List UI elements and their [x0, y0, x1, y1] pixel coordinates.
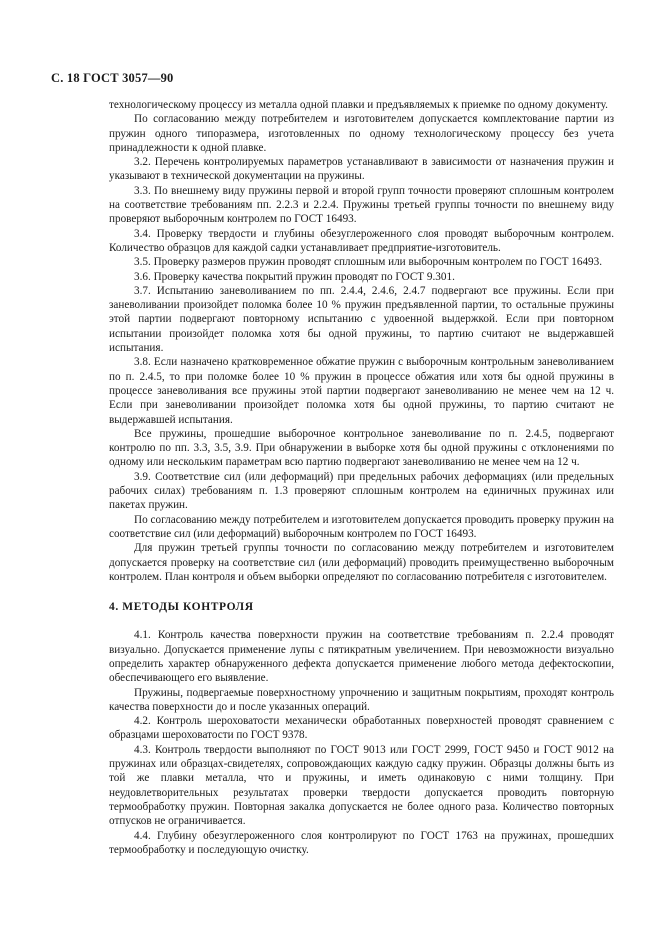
- paragraph: 4.2. Контроль шероховатости механически обработанных поверхностей проводят сравнением с образцами шероховатости по ГОСТ 9378.: [109, 715, 614, 742]
- page-header: С. 18 ГОСТ 3057—90: [51, 71, 174, 85]
- paragraph: 3.8. Если назначено кратковременное обжатие пружин с выборочным контрольным заневоливанием по п. 2.4.5, то при поломке более 10 % пружин в процессе обжатия или хотя бы одной пружины в процессе заневоливания все пружины этой партии подвергают заневоливанию не менее чем на 12 ч. Если при заневоливании произойдет поломка хотя бы одной пружины, то партию считают не выдержавшей испытания.: [109, 356, 614, 426]
- paragraph: 3.3. По внешнему виду пружины первой и второй групп точности проверяют сплошным контролем на соответствие требованиям пп. 2.2.3 и 2.2.4. Пружины третьей группы точности по внешнему виду проверяют выборочным контролем по ГОСТ 16493.: [109, 184, 614, 226]
- document-body: [109, 98, 614, 857]
- paragraph: 3.2. Перечень контролируемых параметров устанавливают в зависимости от назначения пружин и указывают в технической документации на пружины.: [109, 156, 614, 183]
- paragraph: Пружины, подвергаемые поверхностному упрочнению и защитным покрытиям, проходят контроль качества поверхности до и после указанных операций.: [109, 686, 614, 713]
- paragraph: По согласованию между потребителем и изготовителем допускается проводить проверку пружин на соответствие сил (или деформаций) выборочным контролем по ГОСТ 16493.: [109, 513, 614, 540]
- paragraph: 4.3. Контроль твердости выполняют по ГОСТ 9013 или ГОСТ 2999, ГОСТ 9450 и ГОСТ 9012 на пружинах или образцах-свидетелях, сопровождающих каждую садку пружин. Образцы должны быть из той же плавки металла, что и пружины, и иметь одинаковую с ними толщину. При неудовлетворительных результатах проверки твердости допускается проводить повторную термообработку пружин. Повторная закалка допускается не более одного раза. Количество повторных отпусков не ограничивается.: [109, 743, 614, 828]
- paragraph: 3.6. Проверку качества покрытий пружин проводят по ГОСТ 9.301.: [134, 270, 455, 283]
- section-4-text: [109, 628, 614, 857]
- paragraph: 3.4. Проверку твердости и глубины обезуглероженного слоя проводят выборочным контролем. Количество образцов для каждой садки устанавливает предприятие-изготовитель.: [109, 227, 614, 254]
- paragraph: 4.1. Контроль качества поверхности пружин на соответствие требованиям п. 2.2.4 проводят визуально. Допускается применение лупы с пятикратным увеличением. При невозможности визуально определить характер обнаруженного дефекта допускается применение любого метода дефектоскопии, обеспечивающего его выявление.: [109, 629, 614, 685]
- paragraph: 4.4. Глубину обезуглероженного слоя контролируют по ГОСТ 1763 на пружинах, прошедших термообработку и последующую очистку.: [109, 829, 614, 856]
- section-3-text: [109, 98, 614, 584]
- paragraph: Все пружины, прошедшие выборочное контрольное заневоливание по п. 2.4.5, подвергают контролю по пп. 3.3, 3.5, 3.9. При обнаружении в выборке хотя бы одной пружины с отклонениями по одному или нескольким параметрам всю партию подвергают заневоливанию не менее чем на 12 ч.: [109, 427, 614, 469]
- paragraph: 3.7. Испытанию заневоливанием по пп. 2.4.4, 2.4.6, 2.4.7 подвергают все пружины. Если при заневоливании произойдет поломка более 10 % пружин предъявленной партии, то остальные пружины этой партии подвергают повторному испытанию с удвоенной выдержкой. Если при повторном испытании произойдет поломка хотя бы одной пружины, то партию считают не выдержавшей испытания.: [109, 284, 614, 355]
- paragraph: Для пружин третьей группы точности по согласованию между потребителем и изготовителем допускается проверку на соответствие сил (или деформаций) проводить преимущественно выборочным контролем. План контроля и объем выборки определяют по согласованию потребителя с изготовителем.: [109, 542, 614, 583]
- section-title: 4. МЕТОДЫ КОНТРОЛЯ: [109, 601, 254, 614]
- paragraph: 3.9. Соответствие сил (или деформаций) при предельных рабочих деформациях (или предельных рабочих силах) требованиям п. 1.3 проверяют сплошным контролем на единичных пружинах или пакетах пружин.: [109, 470, 614, 512]
- paragraph: По согласованию между потребителем и изготовителем допускается комплектование партии из пружин одного типоразмера, изготовленных по одному технологическому процессу без учета принадлежности к одной плавке.: [109, 113, 614, 154]
- paragraph: технологическому процессу из металла одной плавки и предъявляемых к приемке по одному документу.: [109, 99, 608, 111]
- paragraph: 3.5. Проверку размеров пружин проводят сплошным или выборочным контролем по ГОСТ 16493.: [134, 256, 603, 269]
